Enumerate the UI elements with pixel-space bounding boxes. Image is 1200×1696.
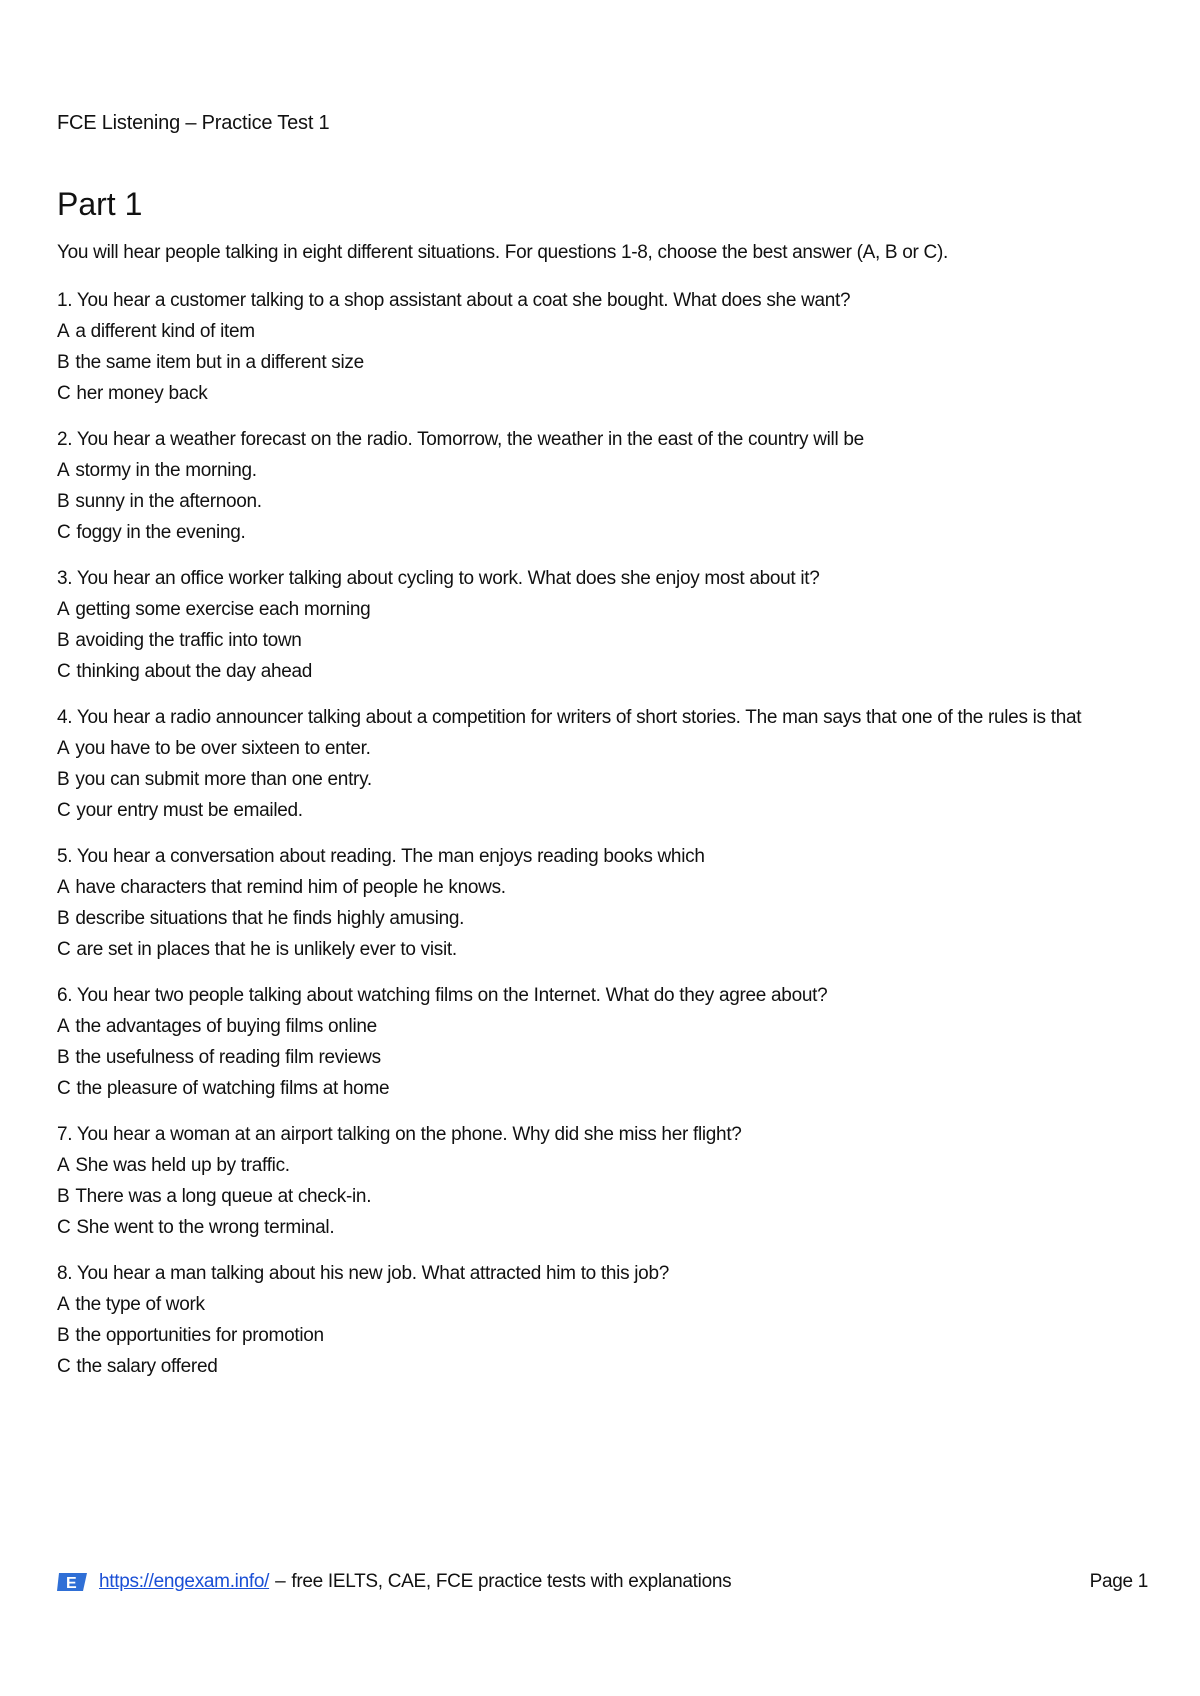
option-letter: A — [57, 321, 70, 342]
option-letter: C — [57, 800, 71, 821]
option-letter: A — [57, 877, 70, 898]
option-letter: B — [57, 491, 70, 512]
part-heading: Part 1 — [57, 186, 143, 222]
option-text: her money back — [76, 383, 208, 404]
option-letter: C — [57, 939, 71, 960]
answer-option — [57, 347, 1147, 378]
question-3 — [57, 563, 1147, 687]
option-text: the type of work — [75, 1294, 205, 1315]
answer-option — [57, 733, 1147, 764]
question-text: You hear an office worker talking about cycling to work. What does she enjoy most about it? — [76, 568, 820, 589]
question-text: You hear a radio announcer talking about a competition for writers of short stories. The man says that one of the rules is that — [76, 707, 1082, 728]
question-stem — [57, 424, 1147, 455]
answer-option — [57, 1351, 1147, 1382]
question-text: You hear a customer talking to a shop assistant about a coat she bought. What does she want? — [76, 290, 851, 311]
option-text: stormy in the morning. — [75, 460, 257, 481]
question-text: You hear two people talking about watching films on the Internet. What do they agree about? — [76, 985, 828, 1006]
option-letter: C — [57, 1356, 71, 1377]
question-number: 2. — [57, 429, 73, 450]
page-number: Page 1 — [1089, 1571, 1148, 1592]
engexam-logo-icon — [57, 1571, 89, 1593]
option-letter: C — [57, 1217, 71, 1238]
answer-option — [57, 1320, 1147, 1351]
option-text: foggy in the evening. — [76, 522, 246, 543]
option-letter: B — [57, 630, 70, 651]
option-text: are set in places that he is unlikely ever to visit. — [76, 939, 457, 960]
option-letter: C — [57, 661, 71, 682]
answer-option — [57, 656, 1147, 687]
answer-option — [57, 1181, 1147, 1212]
answer-option — [57, 486, 1147, 517]
answer-option — [57, 764, 1147, 795]
option-text: the usefulness of reading film reviews — [75, 1047, 381, 1068]
question-8 — [57, 1258, 1147, 1382]
option-text: a different kind of item — [75, 321, 255, 342]
question-number: 1. — [57, 290, 73, 311]
option-letter: A — [57, 1155, 70, 1176]
question-text: You hear a man talking about his new job. What attracted him to this job? — [76, 1263, 669, 1284]
answer-option — [57, 1150, 1147, 1181]
instructions: You will hear people talking in eight different situations. For questions 1-8, choose the best answer (A, B or C). — [57, 242, 948, 263]
option-text: getting some exercise each morning — [75, 599, 371, 620]
answer-option — [57, 903, 1147, 934]
option-text: sunny in the afternoon. — [75, 491, 262, 512]
option-letter: B — [57, 1047, 70, 1068]
option-text: you have to be over sixteen to enter. — [75, 738, 371, 759]
option-text: the pleasure of watching films at home — [76, 1078, 390, 1099]
answer-option — [57, 1011, 1147, 1042]
answer-option — [57, 1073, 1147, 1104]
question-stem — [57, 1119, 1147, 1150]
option-letter: C — [57, 522, 71, 543]
footer-tagline: free IELTS, CAE, FCE practice tests with explanations — [291, 1571, 732, 1592]
question-stem — [57, 563, 1147, 594]
option-text: the opportunities for promotion — [75, 1325, 324, 1346]
option-text: the same item but in a different size — [75, 352, 364, 373]
question-stem — [57, 841, 1147, 872]
answer-option — [57, 872, 1147, 903]
question-stem — [57, 980, 1147, 1011]
option-letter: B — [57, 1325, 70, 1346]
answer-option — [57, 455, 1147, 486]
document-title: FCE Listening – Practice Test 1 — [57, 112, 330, 134]
answer-option — [57, 625, 1147, 656]
answer-option — [57, 795, 1147, 826]
option-letter: B — [57, 769, 70, 790]
option-text: have characters that remind him of people he knows. — [75, 877, 506, 898]
question-4 — [57, 702, 1147, 826]
option-text: the salary offered — [76, 1356, 218, 1377]
option-text: avoiding the traffic into town — [75, 630, 302, 651]
option-letter: B — [57, 908, 70, 929]
question-1 — [57, 285, 1147, 409]
question-list — [57, 285, 1147, 1397]
answer-option — [57, 1212, 1147, 1243]
option-text: describe situations that he finds highly amusing. — [75, 908, 465, 929]
question-2 — [57, 424, 1147, 548]
question-number: 7. — [57, 1124, 73, 1145]
answer-option — [57, 1289, 1147, 1320]
option-letter: A — [57, 460, 70, 481]
option-text: your entry must be emailed. — [76, 800, 303, 821]
engexam-logo-icon-svg — [57, 1571, 89, 1593]
option-letter: A — [57, 1294, 70, 1315]
answer-option — [57, 517, 1147, 548]
question-number: 8. — [57, 1263, 73, 1284]
question-stem — [57, 702, 1147, 733]
option-letter: A — [57, 1016, 70, 1037]
question-6 — [57, 980, 1147, 1104]
option-text: There was a long queue at check-in. — [75, 1186, 372, 1207]
question-5 — [57, 841, 1147, 965]
option-text: She went to the wrong terminal. — [76, 1217, 335, 1238]
question-text: You hear a woman at an airport talking on the phone. Why did she miss her flight? — [76, 1124, 742, 1145]
svg-text:E: E — [66, 1575, 77, 1592]
question-7 — [57, 1119, 1147, 1243]
answer-option — [57, 594, 1147, 625]
page-footer — [57, 1565, 1148, 1599]
answer-option — [57, 1042, 1147, 1073]
question-stem — [57, 285, 1147, 316]
option-letter: B — [57, 1186, 70, 1207]
option-text: the advantages of buying films online — [75, 1016, 377, 1037]
question-number: 4. — [57, 707, 73, 728]
answer-option — [57, 934, 1147, 965]
option-letter: C — [57, 1078, 71, 1099]
answer-option — [57, 316, 1147, 347]
option-letter: B — [57, 352, 70, 373]
engexam-link[interactable]: https://engexam.info/ — [99, 1571, 270, 1592]
option-text: you can submit more than one entry. — [75, 769, 372, 790]
question-stem — [57, 1258, 1147, 1289]
option-text: thinking about the day ahead — [76, 661, 313, 682]
option-letter: C — [57, 383, 71, 404]
option-text: She was held up by traffic. — [75, 1155, 290, 1176]
question-number: 3. — [57, 568, 73, 589]
question-number: 6. — [57, 985, 73, 1006]
answer-option — [57, 378, 1147, 409]
question-text: You hear a conversation about reading. The man enjoys reading books which — [76, 846, 705, 867]
footer-separator: – — [275, 1571, 286, 1592]
option-letter: A — [57, 738, 70, 759]
question-number: 5. — [57, 846, 73, 867]
question-text: You hear a weather forecast on the radio. Tomorrow, the weather in the east of the country will be — [76, 429, 864, 450]
option-letter: A — [57, 599, 70, 620]
